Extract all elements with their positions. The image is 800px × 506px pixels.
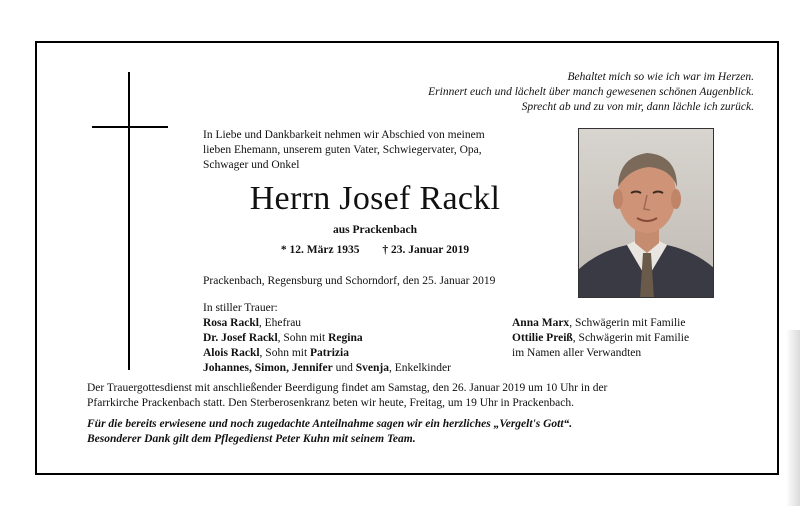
intro-line: Schwager und Onkel <box>203 159 300 171</box>
obituary-card <box>35 41 779 475</box>
quote-line: Sprecht ab und zu von mir, dann lächle ich zurück. <box>521 101 754 113</box>
thanks-line: Besonderer Dank gilt dem Pflegedienst Peter Kuhn mit seinem Team. <box>87 433 416 445</box>
service-line: Der Trauergottesdienst mit anschließender Beerdigung findet am Samstag, den 26. Januar 2019 um 10 Uhr in der <box>87 382 608 394</box>
life-dates <box>203 244 547 256</box>
mourner-entry: Dr. Josef Rackl, Sohn mit Regina <box>203 332 363 344</box>
mourner-entry: im Namen aller Verwandten <box>512 347 642 359</box>
portrait-photo <box>578 128 714 298</box>
intro-line: In Liebe und Dankbarkeit nehmen wir Abschied von meinem <box>203 129 485 141</box>
deceased-origin: aus Prackenbach <box>332 224 418 236</box>
intro-line: lieben Ehemann, unserem guten Vater, Schwiegervater, Opa, <box>203 144 482 156</box>
service-info <box>87 381 733 411</box>
cross-horizontal-bar <box>92 126 168 128</box>
intro-text <box>203 128 563 173</box>
deceased-name: Herrn Josef Rackl <box>249 180 501 217</box>
mourners-left <box>203 301 451 376</box>
mourner-entry: Ottilie Preiß, Schwägerin mit Familie <box>512 332 690 344</box>
place-and-date: Prackenbach, Regensburg und Schorndorf, den 25. Januar 2019 <box>203 275 496 287</box>
memorial-quote <box>428 70 754 115</box>
thanks-line: Für die bereits erwiesene und noch zugedachte Anteilnahme sagen wir ein herzliches „Vergelt's Gott“. <box>87 418 573 430</box>
mourners-right <box>512 316 689 361</box>
mourner-entry: Anna Marx, Schwägerin mit Familie <box>512 317 686 329</box>
mourner-entry: Rosa Rackl, Ehefrau <box>203 317 302 329</box>
service-line: Pfarrkirche Prackenbach statt. Den Sterberosenkranz beten wir heute, Freitag, um 19 Uhr in Prackenbach. <box>87 397 574 409</box>
birth-date: * 12. März 1935 <box>280 244 360 256</box>
quote-line: Behaltet mich so wie ich war im Herzen. <box>567 71 754 83</box>
cross-vertical-bar <box>128 72 130 370</box>
quote-line: Erinnert euch und lächelt über manch gewesenen schönen Augenblick. <box>428 86 754 98</box>
mourning-heading: In stiller Trauer: <box>203 302 278 314</box>
mourner-entry: Alois Rackl, Sohn mit Patrizia <box>203 347 349 359</box>
thanks-note <box>87 417 733 447</box>
death-date: † 23. Januar 2019 <box>382 244 470 256</box>
page-shadow-edge <box>786 330 800 506</box>
mourner-entry: Johannes, Simon, Jennifer und Svenja, Enkelkinder <box>203 362 451 374</box>
